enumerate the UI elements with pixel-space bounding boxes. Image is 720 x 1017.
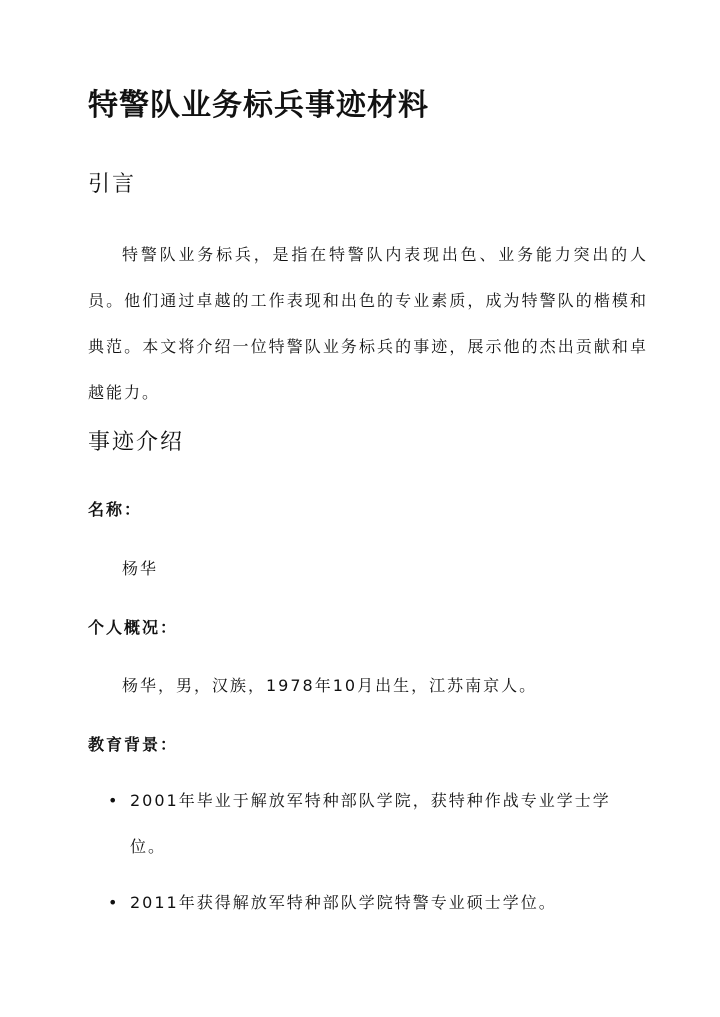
education-item-text: 2001年毕业于解放军特种部队学院，获特种作战专业学士学位。 (130, 791, 611, 856)
education-list (88, 778, 648, 926)
intro-paragraph: 特警队业务标兵，是指在特警队内表现出色、业务能力突出的人员。他们通过卓越的工作表现和出色的专业素质，成为特警队的楷模和典范。本文将介绍一位特警队业务标兵的事迹，展示他的杰出贡献和卓越能力。 (88, 245, 648, 402)
story-heading: 事迹介绍 (88, 430, 185, 455)
profile-value: 杨华，男，汉族，1978年10月出生，江苏南京人。 (122, 676, 538, 695)
list-item (88, 880, 648, 926)
bullet-icon: • (108, 791, 120, 810)
name-label: 名称： (88, 500, 143, 519)
education-label: 教育背景： (88, 735, 179, 754)
bullet-icon: • (108, 893, 120, 912)
profile-label: 个人概况： (88, 618, 179, 637)
document-title: 特警队业务标兵事迹材料 (88, 88, 429, 123)
intro-heading: 引言 (88, 172, 137, 197)
list-item (88, 778, 648, 870)
name-value: 杨华 (122, 559, 159, 578)
education-item-text: 2011年获得解放军特种部队学院特警专业硕士学位。 (130, 893, 557, 912)
